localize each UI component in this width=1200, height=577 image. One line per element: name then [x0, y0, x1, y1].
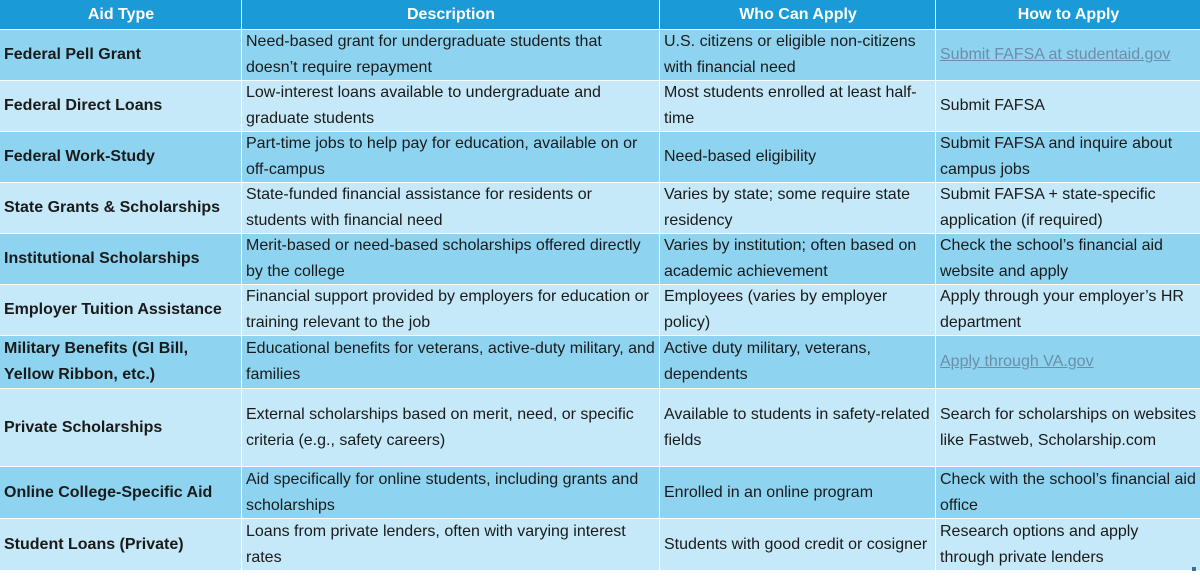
who-cell[interactable]	[660, 467, 936, 519]
table-row	[0, 234, 1200, 285]
description-cell[interactable]	[242, 234, 660, 285]
who-cell[interactable]	[660, 30, 936, 81]
who-text: Employees (varies by employer policy)	[664, 288, 888, 331]
how-text: Research options and apply through private lenders	[940, 522, 1139, 566]
description-cell[interactable]	[242, 336, 660, 389]
table-row	[0, 30, 1200, 81]
who-text: Most students enrolled at least half-time	[664, 84, 917, 127]
how-cell[interactable]	[936, 234, 1200, 285]
who-text: Enrolled in an online program	[664, 483, 874, 501]
description-text: Part-time jobs to help pay for education, available on or off-campus	[246, 135, 638, 178]
aid-type-cell[interactable]	[0, 336, 242, 389]
aid-type-text: Employer Tuition Assistance	[4, 301, 222, 319]
table-row	[0, 132, 1200, 183]
table-row	[0, 519, 1200, 571]
aid-type-cell[interactable]	[0, 285, 242, 336]
header-aid-type[interactable]: Aid Type	[0, 0, 242, 30]
how-cell[interactable]	[936, 336, 1200, 389]
aid-type-text: Federal Direct Loans	[4, 97, 163, 115]
table-row	[0, 285, 1200, 336]
who-cell[interactable]	[660, 389, 936, 467]
description-cell[interactable]	[242, 30, 660, 81]
description-cell[interactable]	[242, 183, 660, 234]
who-text: Active duty military, veterans, dependents	[664, 340, 871, 383]
description-cell[interactable]	[242, 467, 660, 519]
how-text: Check with the school’s financial aid office	[940, 470, 1196, 514]
table-row	[0, 467, 1200, 519]
aid-type-cell[interactable]	[0, 30, 242, 81]
how-text: Submit FAFSA + state-specific application (if required)	[940, 186, 1156, 229]
header-row	[0, 0, 1200, 30]
who-cell[interactable]	[660, 519, 936, 571]
studentaid-link[interactable]: Submit FAFSA at studentaid.gov	[940, 46, 1171, 64]
how-text: Submit FAFSA	[940, 97, 1045, 115]
how-cell[interactable]	[936, 81, 1200, 132]
who-text: Students with good credit or cosigner	[664, 535, 928, 553]
how-cell[interactable]	[936, 30, 1200, 81]
how-cell[interactable]	[936, 519, 1200, 571]
description-text: Loans from private lenders, often with varying interest rates	[246, 522, 626, 566]
aid-type-cell[interactable]	[0, 132, 242, 183]
header-description[interactable]: Description	[242, 0, 660, 30]
how-cell[interactable]	[936, 132, 1200, 183]
who-cell[interactable]	[660, 81, 936, 132]
aid-type-cell[interactable]	[0, 467, 242, 519]
description-cell[interactable]	[242, 519, 660, 571]
description-text: External scholarships based on merit, need, or specific criteria (e.g., safety careers)	[246, 405, 634, 449]
description-text: Financial support provided by employers for education or training relevant to the job	[246, 288, 649, 331]
who-cell[interactable]	[660, 132, 936, 183]
table-row	[0, 336, 1200, 389]
how-text: Check the school’s financial aid website and apply	[940, 237, 1163, 280]
description-text: Educational benefits for veterans, active-duty military, and families	[246, 340, 655, 383]
aid-type-text: Institutional Scholarships	[4, 250, 200, 268]
description-cell[interactable]	[242, 389, 660, 467]
table-row	[0, 389, 1200, 467]
va-gov-link[interactable]: Apply through VA.gov	[940, 353, 1094, 371]
description-text: Need-based grant for undergraduate students that doesn’t require repayment	[246, 33, 602, 76]
aid-type-cell[interactable]	[0, 234, 242, 285]
description-text: Low-interest loans available to undergraduate and graduate students	[246, 84, 601, 127]
who-text: Available to students in safety-related fields	[664, 405, 930, 449]
aid-type-text: Online College-Specific Aid	[4, 483, 213, 501]
aid-type-cell[interactable]	[0, 81, 242, 132]
who-cell[interactable]	[660, 183, 936, 234]
who-cell[interactable]	[660, 336, 936, 389]
header-who-can-apply[interactable]: Who Can Apply	[660, 0, 936, 30]
description-cell[interactable]	[242, 285, 660, 336]
aid-type-cell[interactable]	[0, 389, 242, 467]
table-row	[0, 183, 1200, 234]
table-row	[0, 81, 1200, 132]
aid-type-text: Private Scholarships	[4, 418, 163, 436]
aid-type-text: Student Loans (Private)	[4, 535, 184, 553]
who-cell[interactable]	[660, 234, 936, 285]
header-how-to-apply[interactable]: How to Apply	[936, 0, 1200, 30]
how-text: Apply through your employer’s HR department	[940, 288, 1184, 331]
description-cell[interactable]	[242, 81, 660, 132]
who-text: Need-based eligibility	[664, 148, 817, 166]
table-resize-handle[interactable]	[1192, 567, 1196, 571]
aid-type-cell[interactable]	[0, 183, 242, 234]
description-text: Merit-based or need-based scholarships offered directly by the college	[246, 237, 641, 280]
how-text: Submit FAFSA and inquire about campus jobs	[940, 135, 1173, 178]
who-text: Varies by state; some require state residency	[664, 186, 911, 229]
aid-type-cell[interactable]	[0, 519, 242, 571]
aid-type-text: State Grants & Scholarships	[4, 199, 221, 217]
who-cell[interactable]	[660, 285, 936, 336]
description-text: Aid specifically for online students, including grants and scholarships	[246, 470, 639, 514]
how-text: Search for scholarships on websites like Fastweb, Scholarship.com	[940, 405, 1197, 449]
aid-type-text: Federal Pell Grant	[4, 46, 141, 64]
description-text: State-funded financial assistance for residents or students with financial need	[246, 186, 592, 229]
who-text: Varies by institution; often based on academic achievement	[664, 237, 917, 280]
how-cell[interactable]	[936, 285, 1200, 336]
how-cell[interactable]	[936, 183, 1200, 234]
description-cell[interactable]	[242, 132, 660, 183]
how-cell[interactable]	[936, 467, 1200, 519]
aid-type-text: Military Benefits (GI Bill, Yellow Ribbon, etc.)	[4, 340, 189, 383]
how-cell[interactable]	[936, 389, 1200, 467]
who-text: U.S. citizens or eligible non-citizens with financial need	[664, 33, 916, 76]
aid-type-text: Federal Work-Study	[4, 148, 155, 166]
